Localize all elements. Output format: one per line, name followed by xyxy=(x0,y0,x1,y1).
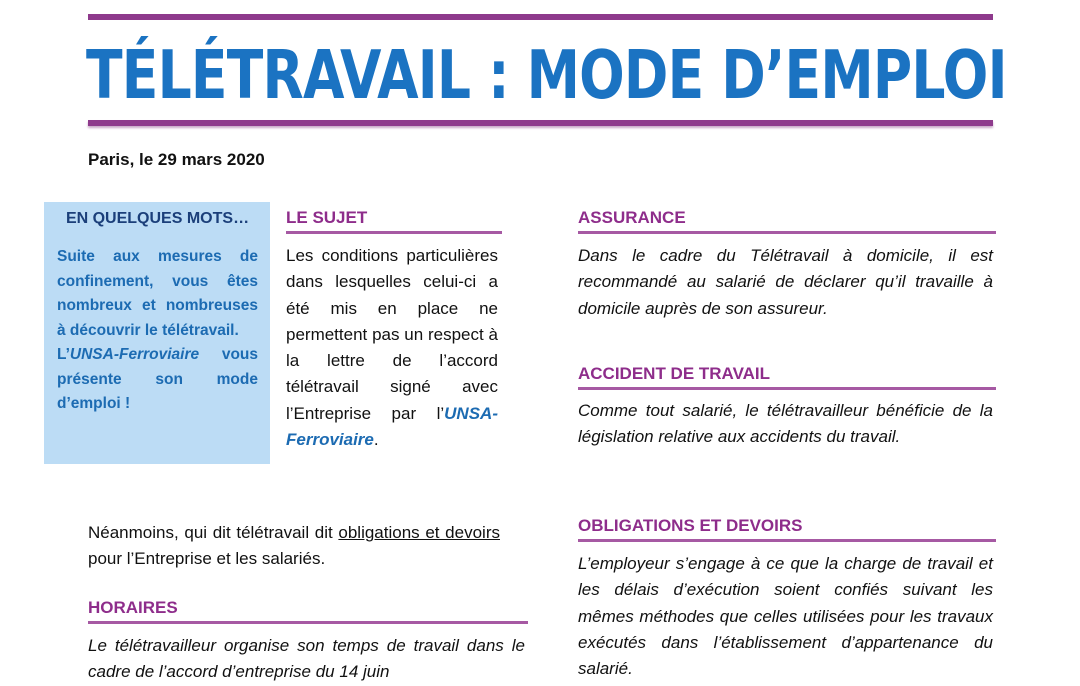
summary-box xyxy=(44,202,270,464)
section-heading-accident: ACCIDENT DE TRAVAIL xyxy=(578,364,996,390)
neanmoins-paragraph xyxy=(88,520,500,573)
section-text-assurance: Dans le cadre du Télétravail à domicile, il est recommandé au salarié de déclarer qu’il travaille à domicile auprès de son assureur. xyxy=(578,246,993,318)
section-text-obligations: L’employeur s’engage à ce que la charge de travail et les délais d’exécution soient confiés suivant les mêmes méthodes que celles utilisées pour les travaux exécutés dans l’établissement d’appartenance du salarié. xyxy=(578,554,993,679)
page-title: TÉLÉTRAVAIL : MODE D’EMPLOI xyxy=(86,36,1007,114)
summary-box-title: EN QUELQUES MOTS… xyxy=(65,210,250,227)
neanmoins-underlined: obligations et devoirs xyxy=(338,523,500,542)
date-line: Paris, le 29 mars 2020 xyxy=(88,150,265,169)
section-text-horaires: Le télétravailleur organise son temps de travail dans le cadre de l’accord d’entreprise du 14 juin xyxy=(88,636,525,682)
section-heading-assurance: ASSURANCE xyxy=(578,208,996,234)
summary-org-name: UNSA-Ferroviaire xyxy=(69,346,200,363)
section-heading-sujet: LE SUJET xyxy=(286,208,502,234)
section-heading-obligations: OBLIGATIONS ET DEVOIRS xyxy=(578,516,996,542)
section-heading-horaires: HORAIRES xyxy=(88,598,528,624)
sujet-org-name: UNSA-Ferroviaire xyxy=(286,403,498,450)
summary-box-text xyxy=(57,245,258,417)
sujet-text: Les conditions particulières dans lesquelles celui-ci a été mis en place ne permettent pas un respect à la lettre de l’accord télétravail signé avec l’Entreprise par l’ xyxy=(286,246,498,423)
section-text-accident: Comme tout salarié, le télétravailleur bénéficie de la législation relative aux accidents du travail. xyxy=(578,401,993,447)
summary-text-part1: Suite aux mesures de confinement, vous êtes nombreux et nombreuses à découvrir le télétravail. xyxy=(57,248,258,339)
summary-text-prefix: L’ xyxy=(57,346,70,363)
sujet-text-end: . xyxy=(373,430,379,450)
section-text-sujet xyxy=(286,243,498,453)
neanmoins-prefix: Néanmoins, qui dit télétravail dit xyxy=(88,523,339,542)
top-rule xyxy=(88,14,993,20)
neanmoins-suffix: pour l’Entreprise et les salariés. xyxy=(88,549,326,569)
title-underline-rule xyxy=(88,120,993,126)
summary-text-suffix: vous présente son mode d’emploi ! xyxy=(57,346,258,412)
